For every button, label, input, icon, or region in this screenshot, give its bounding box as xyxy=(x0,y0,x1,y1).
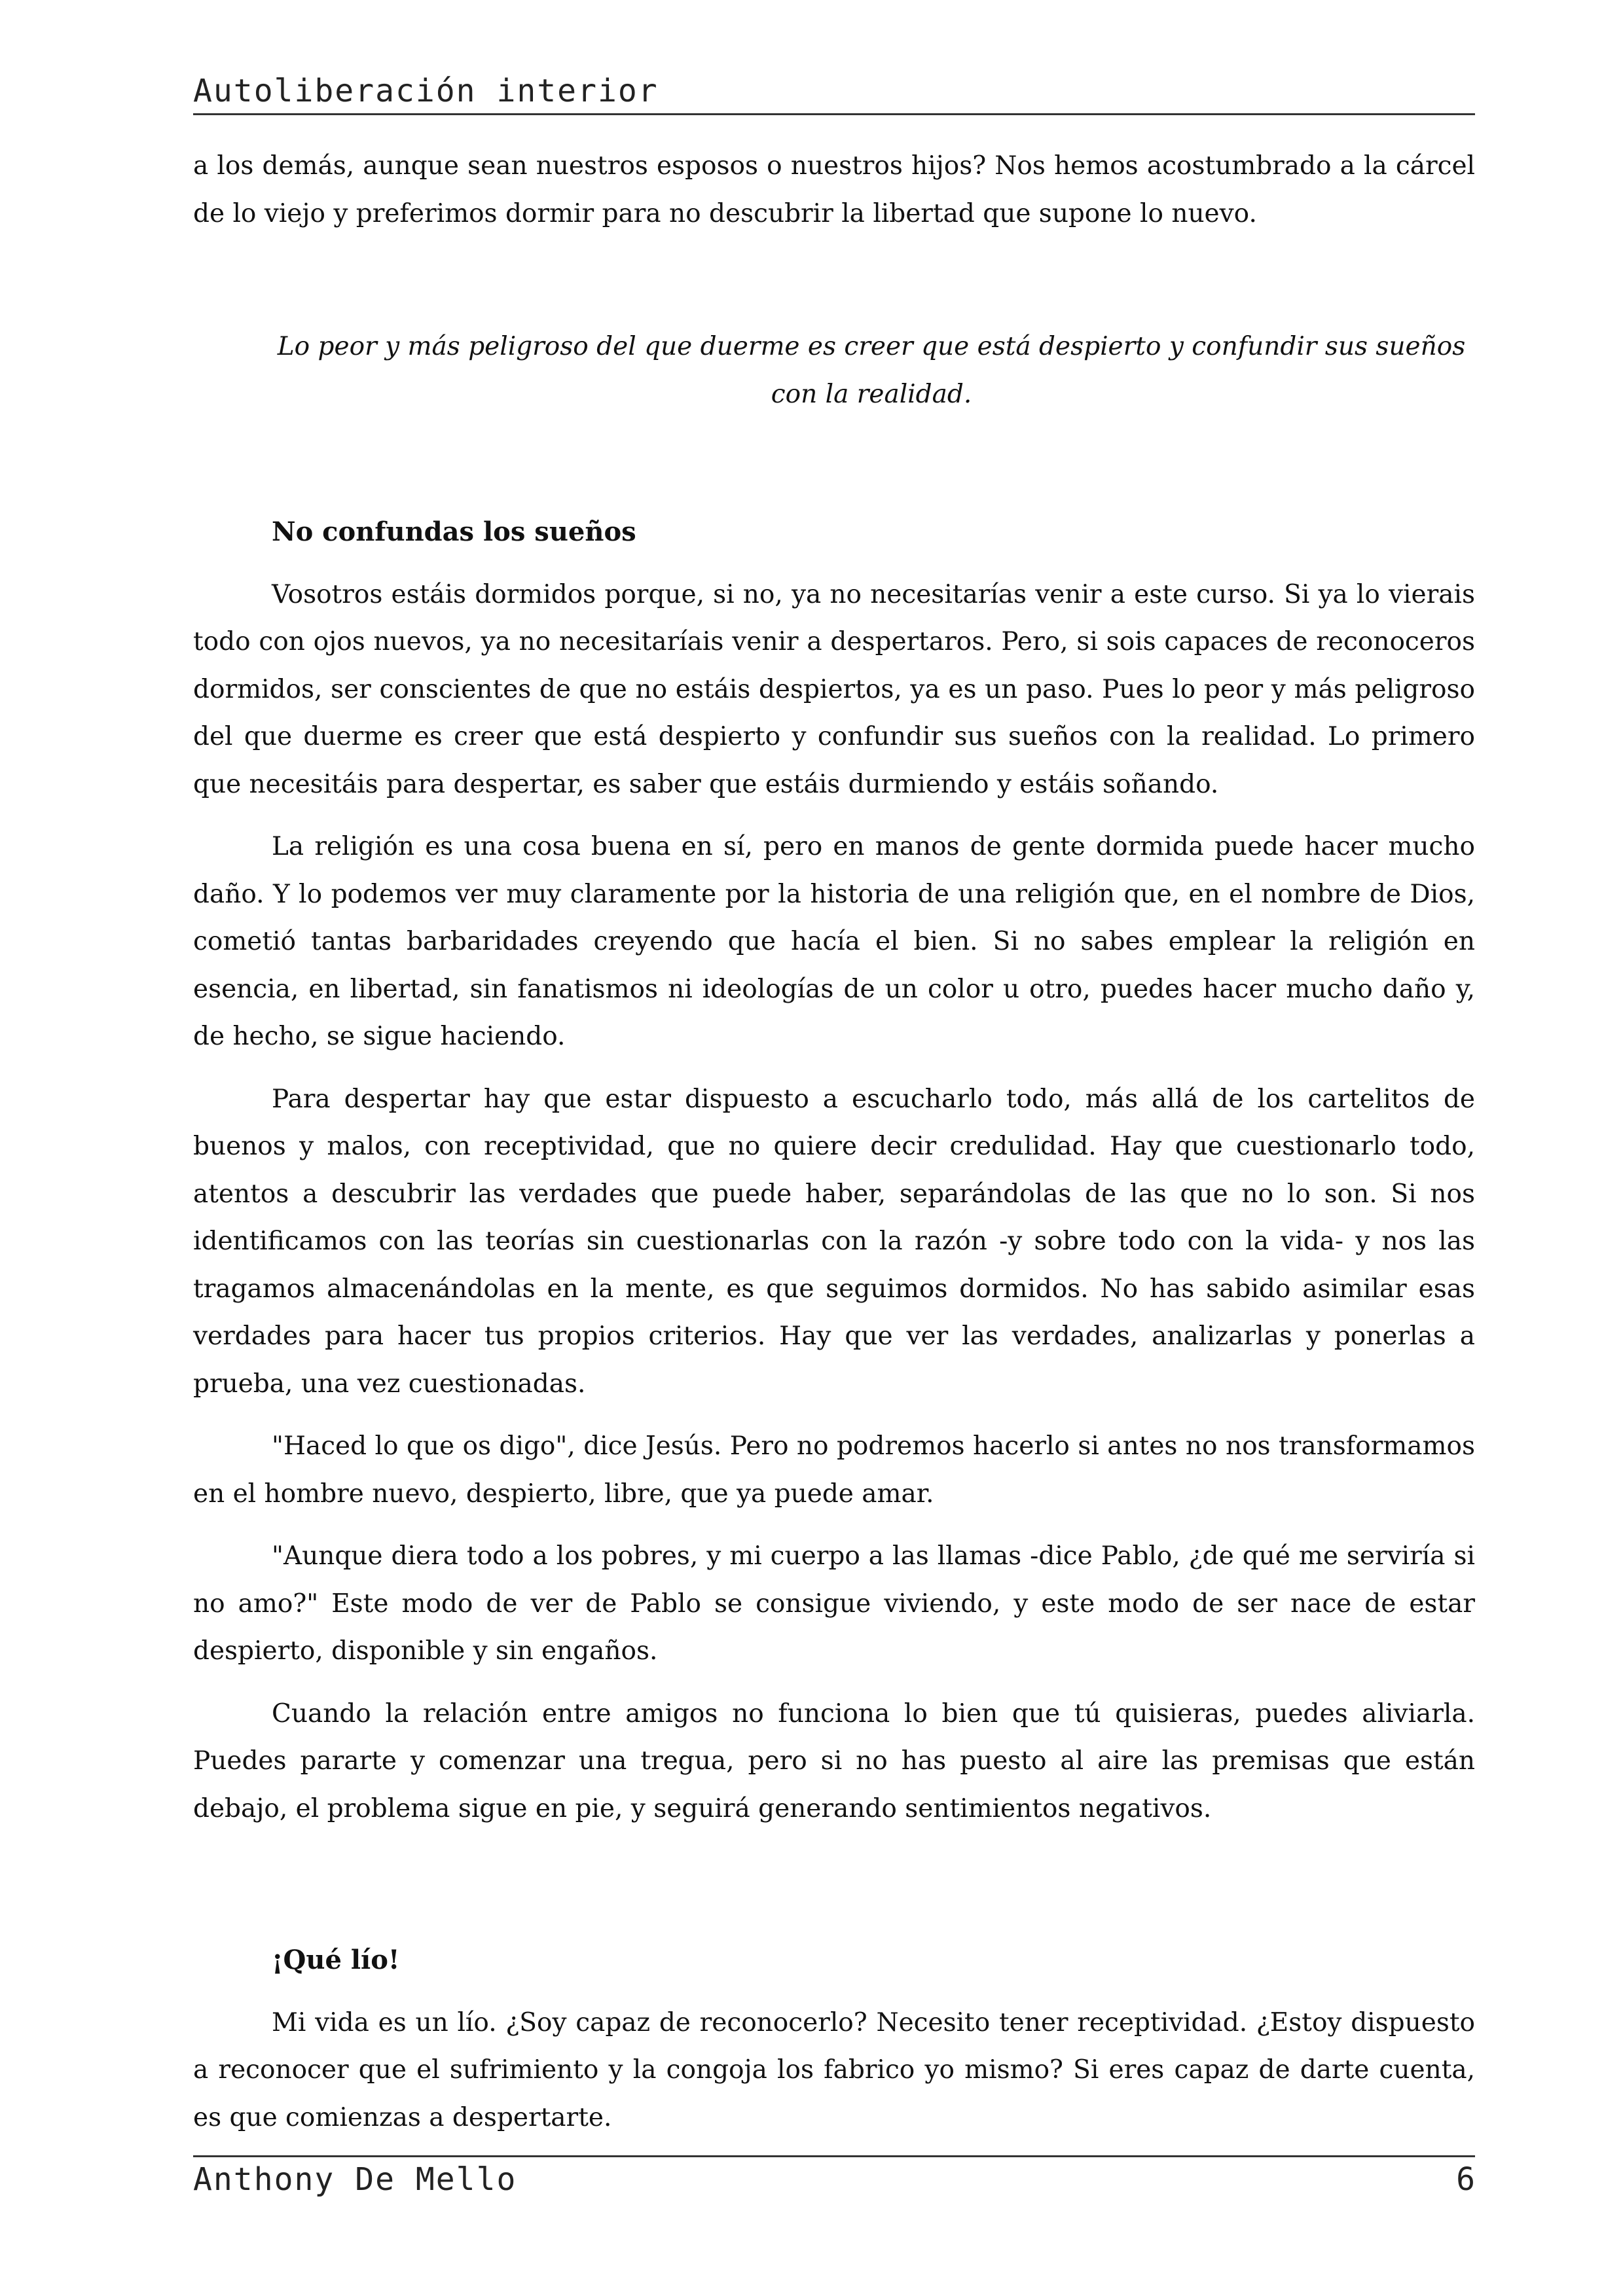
page-number: 6 xyxy=(1456,2161,1475,2198)
intro-paragraph: a los demás, aunque sean nuestros esposos o nuestros hijos? Nos hemos acostumbrado a la cárcel de lo viejo y preferimos dormir para no descubrir la libertad que supone lo nuevo. xyxy=(193,151,1475,228)
running-footer xyxy=(193,2155,1475,2202)
body-paragraph: Mi vida es un lío. ¿Soy capaz de reconocerlo? Necesito tener receptividad. ¿Estoy dispuesto a reconocer que el sufrimiento y la congoja los fabrico yo mismo? Si eres capaz de darte cuenta, es que comienzas a despertarte. xyxy=(193,2007,1475,2132)
page-body xyxy=(193,143,1475,2157)
spacer xyxy=(193,1848,1475,1937)
highlighted-quote: Lo peor y más peligroso del que duerme es creer que está despierto y confundir sus sueños con la realidad. xyxy=(277,332,1466,409)
section-heading: No confundas los sueños xyxy=(272,516,636,547)
body-paragraph: Vosotros estáis dormidos porque, si no, ya no necesitarías venir a este curso. Si ya lo vierais todo con ojos nuevos, ya no necesitaríais venir a despertaros. Pero, si sois capaces de reconoceros dormidos, ser conscientes de que no estáis despiertos, ya es un paso. Pues lo peor y más peligroso del que duerme es creer que está despierto y confundir sus sueños con la realidad. Lo primero que necesitáis para despertar, es saber que estáis durmiendo y estáis soñando. xyxy=(193,579,1475,799)
body-paragraph: Para despertar hay que estar dispuesto a escucharlo todo, más allá de los cartelitos de buenos y malos, con receptividad, que no quiere decir credulidad. Hay que cuestionarlo todo, atentos a descubrir las verdades que puede haber, separándolas de las que no lo son. Si nos identificamos con las teorías sin cuestionarlas con la razón -y sobre todo con la vida- y nos las tragamos almacenándolas en la mente, es que seguimos dormidos. No has sabido asimilar esas verdades para hacer tus propios criterios. Hay que ver las verdades, analizarlas y ponerlas a prueba, una vez cuestionadas. xyxy=(193,1084,1475,1399)
body-paragraph: "Aunque diera todo a los pobres, y mi cuerpo a las llamas -dice Pablo, ¿de qué me serviría si no amo?" Este modo de ver de Pablo se consigue viviendo, y este modo de ser nace de estar despierto, disponible y sin engaños. xyxy=(193,1541,1475,1666)
body-paragraph: La religión es una cosa buena en sí, pero en manos de gente dormida puede hacer mucho daño. Y lo podemos ver muy claramente por la historia de una religión que, en el nombre de Dios, cometió tantas barbaridades creyendo que hacía el bien. Si no sabes emplear la religión en esencia, en libertad, sin fanatismos ni ideologías de un color u otro, puedes hacer mucho daño y, de hecho, se sigue haciendo. xyxy=(193,832,1475,1051)
body-paragraph: "Haced lo que os digo", dice Jesús. Pero no podremos hacerlo si antes no nos transformamos en el hombre nuevo, despierto, libre, que ya puede amar. xyxy=(193,1431,1475,1509)
running-header xyxy=(193,69,1475,115)
footer-author: Anthony De Mello xyxy=(193,2161,517,2198)
header-title: Autoliberación interior xyxy=(193,73,659,109)
body-paragraph: Cuando la relación entre amigos no funciona lo bien que tú quisieras, puedes aliviarla. Puedes pararte y comenzar una tregua, pero si no has puesto al aire las premisas que están debajo, el problema sigue en pie, y seguirá generando sentimientos negativos. xyxy=(193,1698,1475,1823)
spacer xyxy=(193,253,1475,323)
section-heading: ¡Qué lío! xyxy=(272,1945,400,1975)
spacer xyxy=(193,418,1475,509)
